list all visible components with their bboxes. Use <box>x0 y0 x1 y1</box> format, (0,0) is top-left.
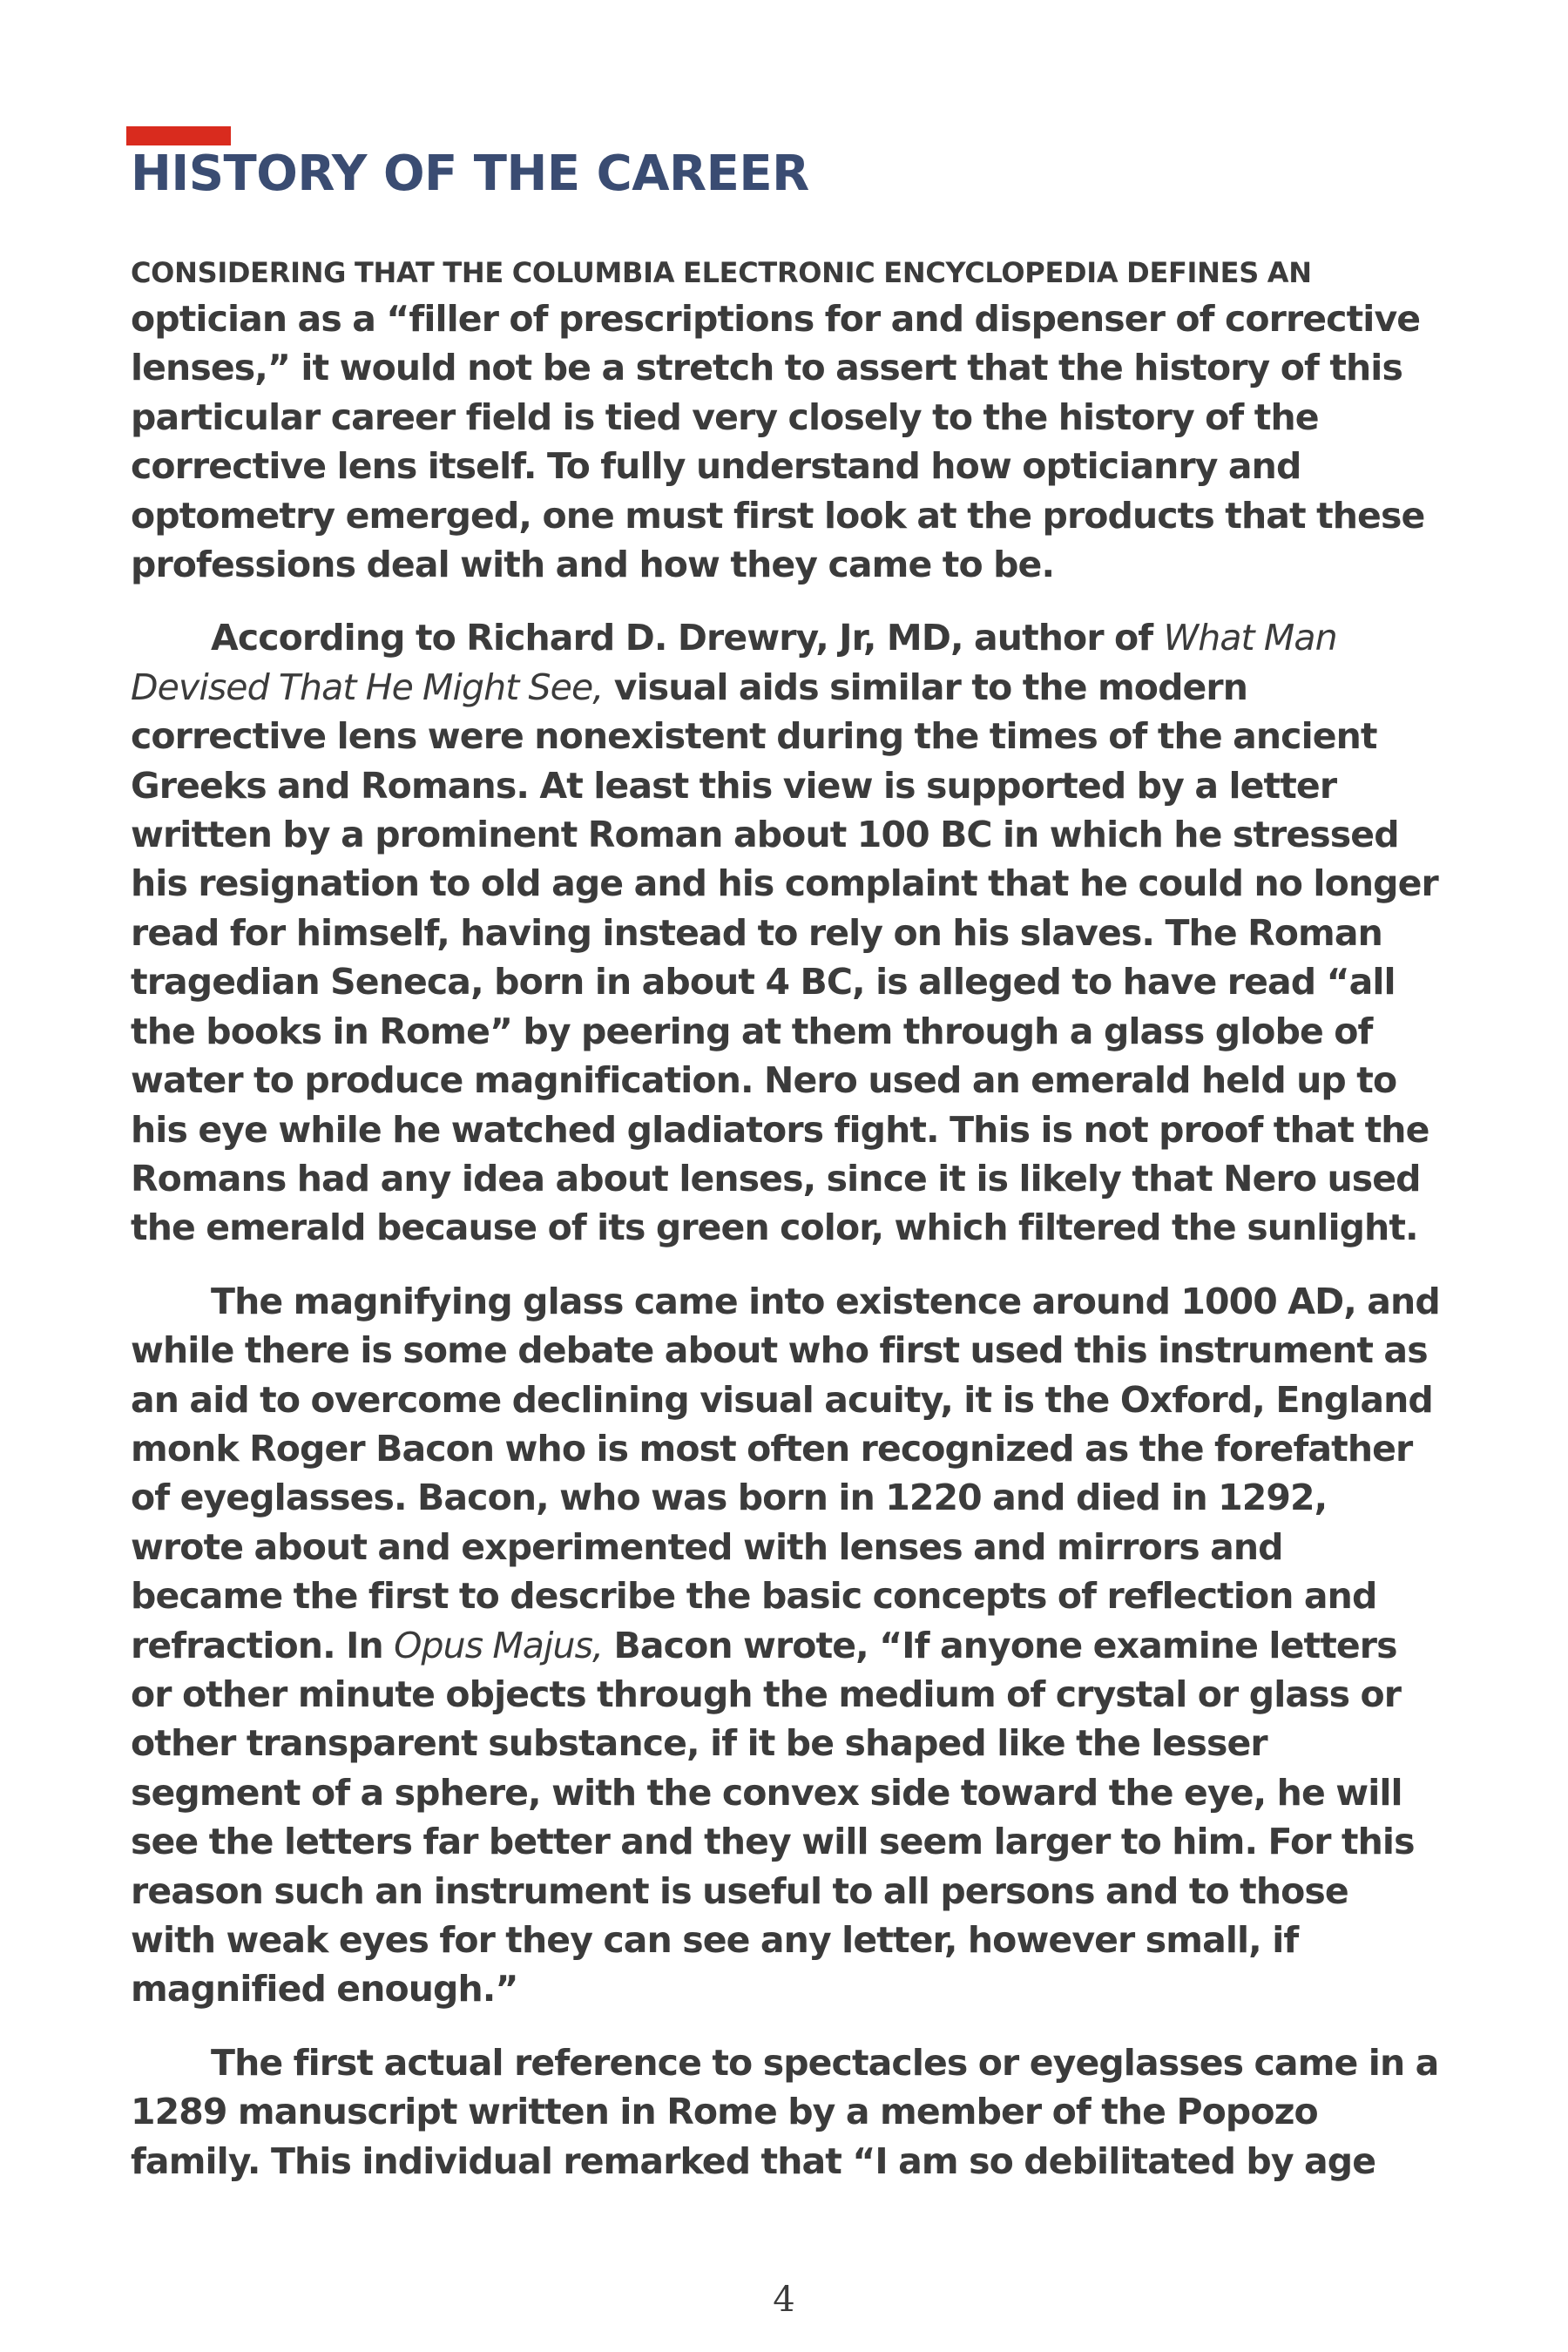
heading-accent-bar <box>126 126 231 145</box>
paragraph-3-text-end: Bacon wrote, “If anyone examine letters or other minute objects through the medium of crystal or glass or other transparent substance, if it be shaped like the lesser segment of a sphere, with the convex side toward the eye, he will see the letters far better and they will seem larger to him. For this reason such an instrument is useful to all persons and to those with weak eyes for they can see any letter, however small, if magnified enough.” <box>131 1624 1415 2011</box>
work-title-italic: Opus Majus, <box>394 1624 604 1666</box>
body-text <box>131 251 1442 2186</box>
paragraph-3-text-start: The magnifying glass came into existence around 1000 AD, and while there is some debate about who first used this instrument as an aid to overcome declining visual acuity, it is the Oxford, England monk Roger Bacon who is most often recognized as the forefather of eyeglasses. Bacon, who was born in 1220 and died in 1292, wrote about and experimented with lenses and mirrors and became the first to describe the basic concepts of reflection and refraction. In <box>131 1280 1440 1666</box>
paragraph-2-text-start: According to Richard D. Drewry, Jr, MD, author of <box>211 617 1164 659</box>
paragraph-4-text: The first actual reference to spectacles or eyeglasses came in a 1289 manuscript written in Rome by a member of the Popozo family. This individual remarked that “I am so debilitated by age <box>131 2041 1439 2182</box>
paragraph-4 <box>131 2038 1442 2186</box>
paragraph-1-text: optician as a “filler of prescriptions for and dispenser of corrective lenses,” it would not be a stretch to assert that the history of this particular career field is tied very closely to the history of the corrective lens itself. To fully understand how opticianry and optometry emerged, one must first look at the products that these professions deal with and how they came to be. <box>131 298 1425 586</box>
book-title-italic: What Man Devised That He Might See, <box>131 617 1337 708</box>
paragraph-2 <box>131 613 1442 1252</box>
section-heading: HISTORY OF THE CAREER <box>131 145 809 202</box>
paragraph-lead-in: CONSIDERING THAT THE COLUMBIA ELECTRONIC ENCYCLOPEDIA DEFINES AN <box>131 256 1312 289</box>
paragraph-1 <box>131 251 1442 589</box>
page-number: 4 <box>773 2280 795 2320</box>
paragraph-3 <box>131 1277 1442 2014</box>
paragraph-2-text-end: visual aids similar to the modern corrective lens were nonexistent during the times of the ancient Greeks and Romans. At least this view is supported by a letter written by a prominent Roman about 100 BC in which he stressed his resignation to old age and his complaint that he could no longer read for himself, having instead to rely on his slaves. The Roman tragedian Seneca, born in about 4 BC, is alleged to have read “all the books in Rome” by peering at them through a glass globe of water to produce magnification. Nero used an emerald held up to his eye while he watched gladiators fight. This is not proof that the Romans had any idea about lenses, since it is likely that Nero used the emerald because of its green color, which filtered the sunlight. <box>131 666 1438 1249</box>
